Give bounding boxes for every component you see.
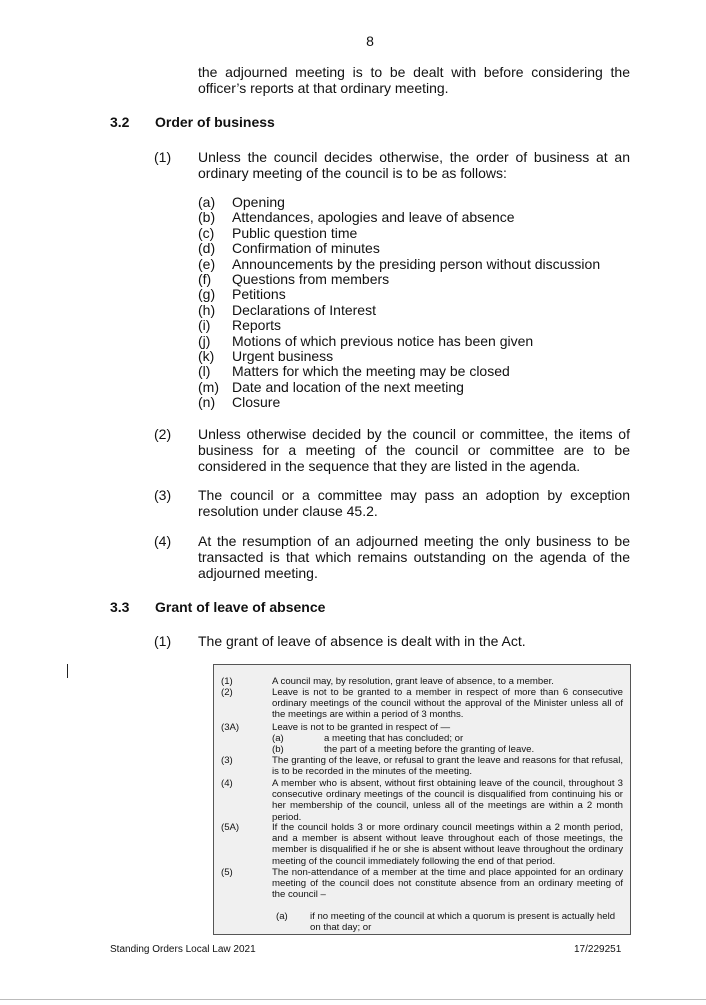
item-label: (f): [198, 270, 212, 287]
item-text: Opening: [232, 194, 285, 210]
extract-paragraph: [221, 822, 623, 867]
item-label: (n): [198, 394, 216, 411]
item-text: Reports: [232, 317, 282, 334]
extract-number: (5A): [221, 822, 240, 833]
clause-number: (1): [154, 149, 172, 165]
extract-text: A council may, by resolution, grant leave of absence, to a member.: [272, 676, 554, 687]
extract-text: The non-attendance of a member at the time and place appointed for an ordinary meeting of the council does not constitute absence from an ordinary meeting of the council –: [272, 867, 623, 901]
clause-number: (4): [154, 533, 172, 549]
extract-number: (3A): [221, 722, 240, 733]
extract-paragraph: [221, 867, 623, 901]
page-number: 8: [366, 33, 374, 49]
clause-3-3-1: [154, 633, 630, 649]
extract-number: (4): [221, 778, 233, 789]
item-text: Confirmation of minutes: [232, 240, 380, 257]
section-number: 3.2: [110, 114, 130, 130]
extract-number: (3): [221, 755, 233, 766]
item-label: (l): [198, 363, 211, 380]
extract-text: Leave is not to be granted to a member in respect of more than 6 consecutive ordinary meetings of the council without the approval of the Minister unless all of the meetings are within a period of 3 months.: [272, 687, 623, 721]
extract-sub-text: the part of a meeting before the granting of leave.: [324, 744, 535, 755]
footer-document-reference: 17/229251: [574, 944, 622, 955]
extract-number: (1): [221, 676, 233, 687]
section-title: Grant of leave of absence: [155, 599, 326, 615]
section-number: 3.3: [110, 599, 130, 615]
clause-text: The council or a committee may pass an adoption by exception resolution under clause 45.2.: [198, 487, 630, 519]
item-label: (j): [198, 332, 211, 349]
section-title: Order of business: [155, 114, 275, 130]
footer-document-title: Standing Orders Local Law 2021: [110, 944, 256, 955]
extract-text: The granting of the leave, or refusal to grant the leave and reasons for that refusal, is to be recorded in the minutes of the meeting.: [272, 755, 623, 778]
continuation-paragraph: the adjourned meeting is to be dealt with before considering the officer’s reports at that ordinary meeting.: [198, 64, 630, 96]
item-label: (k): [198, 347, 215, 364]
item-label: (h): [198, 301, 216, 318]
clause-text: Unless the council decides otherwise, the order of business at an ordinary meeting of the council is to be as follows:: [198, 149, 630, 181]
item-label: (d): [198, 240, 216, 257]
item-label: (a): [198, 194, 216, 210]
item-text: Petitions: [232, 286, 286, 303]
clause-3-2-3: [154, 487, 630, 519]
clause-number: (2): [154, 426, 172, 442]
extract-sub-number: (b): [272, 744, 284, 755]
clause-text: At the resumption of an adjourned meeting the only business to be transacted is that which remains outstanding on the agenda of the adjourned meeting.: [198, 533, 630, 581]
page-bottom-divider: [0, 999, 706, 1000]
extract-paragraph: [221, 778, 623, 823]
extract-number: (2): [221, 687, 233, 698]
item-text: Urgent business: [232, 347, 334, 364]
item-text: Date and location of the next meeting: [232, 378, 464, 395]
item-label: (g): [198, 286, 216, 303]
clause-text: The grant of leave of absence is dealt with in the Act.: [198, 633, 526, 649]
extract-paragraph: [221, 722, 623, 733]
clause-number: (3): [154, 487, 172, 503]
extract-subparagraph: [276, 911, 624, 933]
item-label: (b): [198, 209, 216, 226]
item-label: (i): [198, 317, 211, 334]
extract-text: If the council holds 3 or more ordinary council meetings within a 2 month period, and a member is absent without leave throughout each of those meetings, the member is disqualified if he or she is absent without leave throughout the ordinary meeting of the council immediately following the end of that period.: [272, 822, 623, 867]
extract-sub-text: a meeting that has concluded; or: [324, 733, 464, 744]
clause-number: (1): [154, 633, 172, 649]
extract-sub-text: if no meeting of the council at which a quorum is present is actually held on that day; or: [310, 911, 616, 934]
clause-3-2-4: [154, 533, 630, 581]
item-text: Closure: [232, 394, 281, 411]
extract-subparagraph: [272, 733, 622, 744]
item-text: Questions from members: [232, 270, 390, 287]
extract-sub-number: (a): [272, 733, 284, 744]
extract-text: A member who is absent, without first obtaining leave of the council, throughout 3 consecutive ordinary meetings of the council is disqualified from continuing his or her membership of the council, unless all of the meetings are within a 2 month period.: [272, 778, 623, 823]
item-label: (e): [198, 255, 216, 272]
item-text: Matters for which the meeting may be closed: [232, 363, 510, 380]
clause-text: Unless otherwise decided by the council or committee, the items of business for a meeting of the council or committee are to be considered in the sequence that they are listed in the agenda.: [198, 426, 630, 474]
extract-paragraph: [221, 755, 623, 777]
item-label: (m): [198, 378, 219, 395]
extract-paragraph: [221, 676, 623, 687]
text-cursor: [67, 664, 68, 678]
act-extract-box: [213, 664, 631, 935]
extract-text: Leave is not to be granted in respect of —: [272, 722, 451, 733]
extract-paragraph: [221, 687, 623, 721]
clause-3-2-2: [154, 426, 630, 474]
item-label: (c): [198, 224, 215, 241]
item-text: Announcements by the presiding person without discussion: [232, 255, 601, 272]
item-text: Public question time: [232, 224, 358, 241]
item-text: Motions of which previous notice has been given: [232, 332, 534, 349]
item-text: Declarations of Interest: [232, 301, 376, 318]
extract-sub-number: (a): [276, 911, 288, 922]
item-text: Attendances, apologies and leave of absence: [232, 209, 515, 226]
extract-number: (5): [221, 867, 233, 878]
clause-3-2-1: [154, 149, 630, 181]
extract-subparagraph: [272, 744, 622, 755]
